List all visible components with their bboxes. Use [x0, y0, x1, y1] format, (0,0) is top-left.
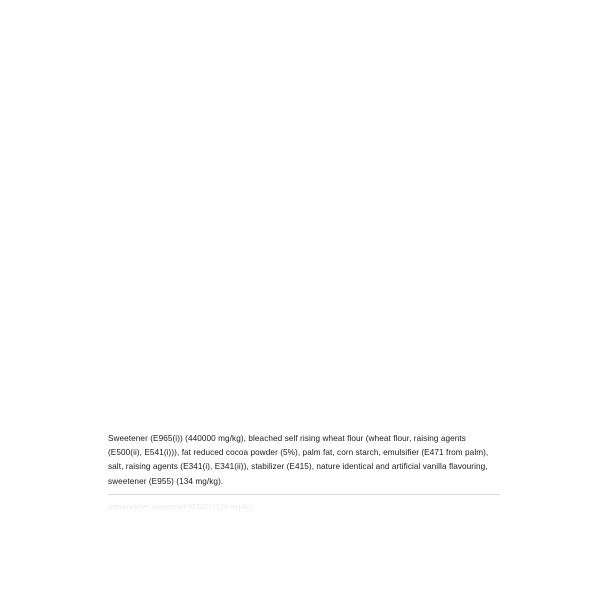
horizontal-divider: [108, 494, 500, 495]
ingredients-block: [108, 432, 500, 489]
faded-footer-block: [108, 501, 500, 513]
faded-footer-text: preservative sweetener (E322) (134 mg/kg): [108, 502, 254, 511]
ingredients-paragraph: Sweetener (E965(i)) (440000 mg/kg), bleached self rising wheat flour (wheat flour, raising agents (E500(ii), E541(i))), fat reduced cocoa powder (5%), palm fat, corn starch, emulsifier (E471 from palm), salt, raising agents (E341(i), E341(ii)), stabilizer (E415), nature identical and artificial vanilla flavouring, sweetener (E955) (134 mg/kg).: [108, 434, 489, 486]
